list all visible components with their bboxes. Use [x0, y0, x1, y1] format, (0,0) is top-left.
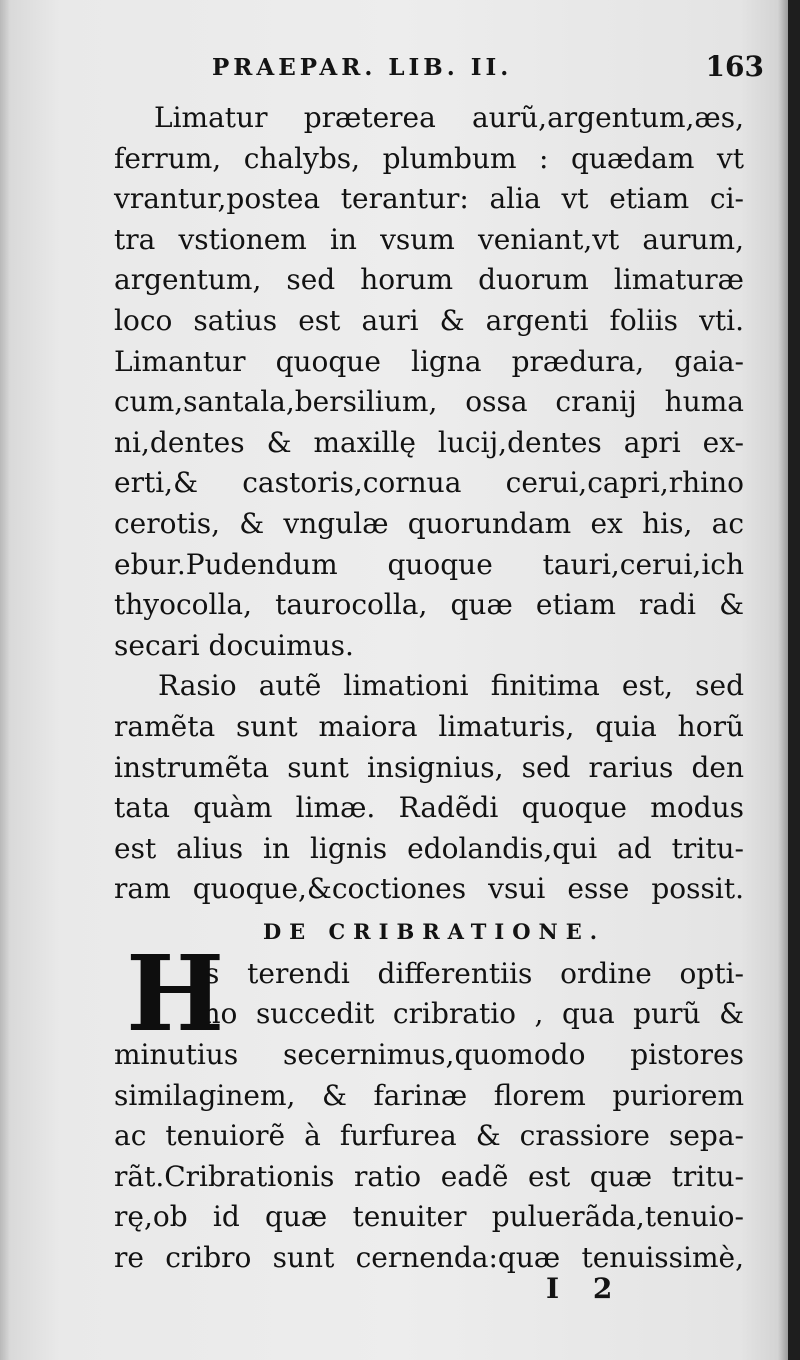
text-line: ac tenuiorẽ à furfurea & crassiore sepa-: [114, 1119, 744, 1153]
text-line: ram quoque,&coctiones vsui esse possit.: [114, 872, 744, 906]
text-line: similaginem, & farinæ florem puriorem: [114, 1078, 744, 1112]
page-left-edge: [0, 0, 10, 1360]
text-line: argentum, sed horum duorum limaturæ: [114, 263, 744, 297]
text-line: secari docuimus.: [114, 628, 354, 662]
text-line: rę,ob id quæ tenuiter puluerãda,tenuio-: [114, 1200, 744, 1234]
paragraph-limatio: [114, 98, 744, 666]
text-line: erti,& castoris,cornua cerui,capri,rhino: [114, 466, 744, 500]
text-line: tata quàm limæ. Radẽdi quoque modus: [114, 791, 744, 825]
text-line: cum,santala,bersilium, ossa cranij huma: [114, 385, 744, 419]
text-line: rãt.Cribrationis ratio eadẽ est quæ tritu-: [114, 1159, 744, 1193]
section-heading: DE CRIBRATIONE.: [262, 918, 606, 944]
text-line: vrantur,postea terantur: alia vt etiam ci-: [114, 182, 744, 216]
text-line: Is terendi differentiis ordine opti-: [194, 956, 744, 990]
text-line: Limatur præterea aurũ,argentum,æs,: [154, 101, 744, 134]
text-line: instrumẽta sunt insignius, sed rarius den: [114, 750, 744, 784]
drop-cap-initial: H: [126, 931, 225, 1055]
paragraph-rasio: [114, 666, 744, 910]
text-line: minutius secernimus,quomodo pistores: [114, 1038, 744, 1072]
text-line: ebur.Pudendum quoque tauri,cerui,ich: [114, 547, 744, 581]
text-line: tra vstionem in vsum veniant,vt aurum,: [114, 222, 744, 256]
text-line: ferrum, chalybs, plumbum : quædam vt: [114, 141, 744, 175]
running-head-title: PRAEPAR. LIB. II.: [212, 54, 513, 81]
page-gutter-shadow: [778, 0, 788, 1360]
text-line: thyocolla, taurocolla, quæ etiam radi &: [114, 588, 744, 622]
text-line: est alius in lignis edolandis,qui ad tritu-: [114, 831, 744, 865]
text-line: ramẽta sunt maiora limaturis, quia horũ: [114, 709, 744, 743]
body-text: [114, 98, 744, 1279]
text-line: ni,dentes & maxillę lucij,dentes apri ex-: [114, 425, 744, 459]
text-line: Rasio autẽ limationi finitima est, sed: [158, 669, 744, 703]
page-number: 163: [705, 50, 764, 83]
running-head: [212, 48, 764, 88]
signature-mark: I 2: [546, 1272, 625, 1305]
text-line: re cribro sunt cernenda:quæ tenuissimè,: [114, 1241, 744, 1275]
text-line: Limantur quoque ligna prædura, gaia-: [114, 344, 744, 378]
text-line: cerotis, & vngulæ quorundam ex his, ac: [114, 506, 744, 540]
text-line: loco satius est auri & argenti foliis vti.: [114, 303, 744, 337]
text-line: mo succedit cribratio , qua purũ &: [194, 997, 744, 1031]
